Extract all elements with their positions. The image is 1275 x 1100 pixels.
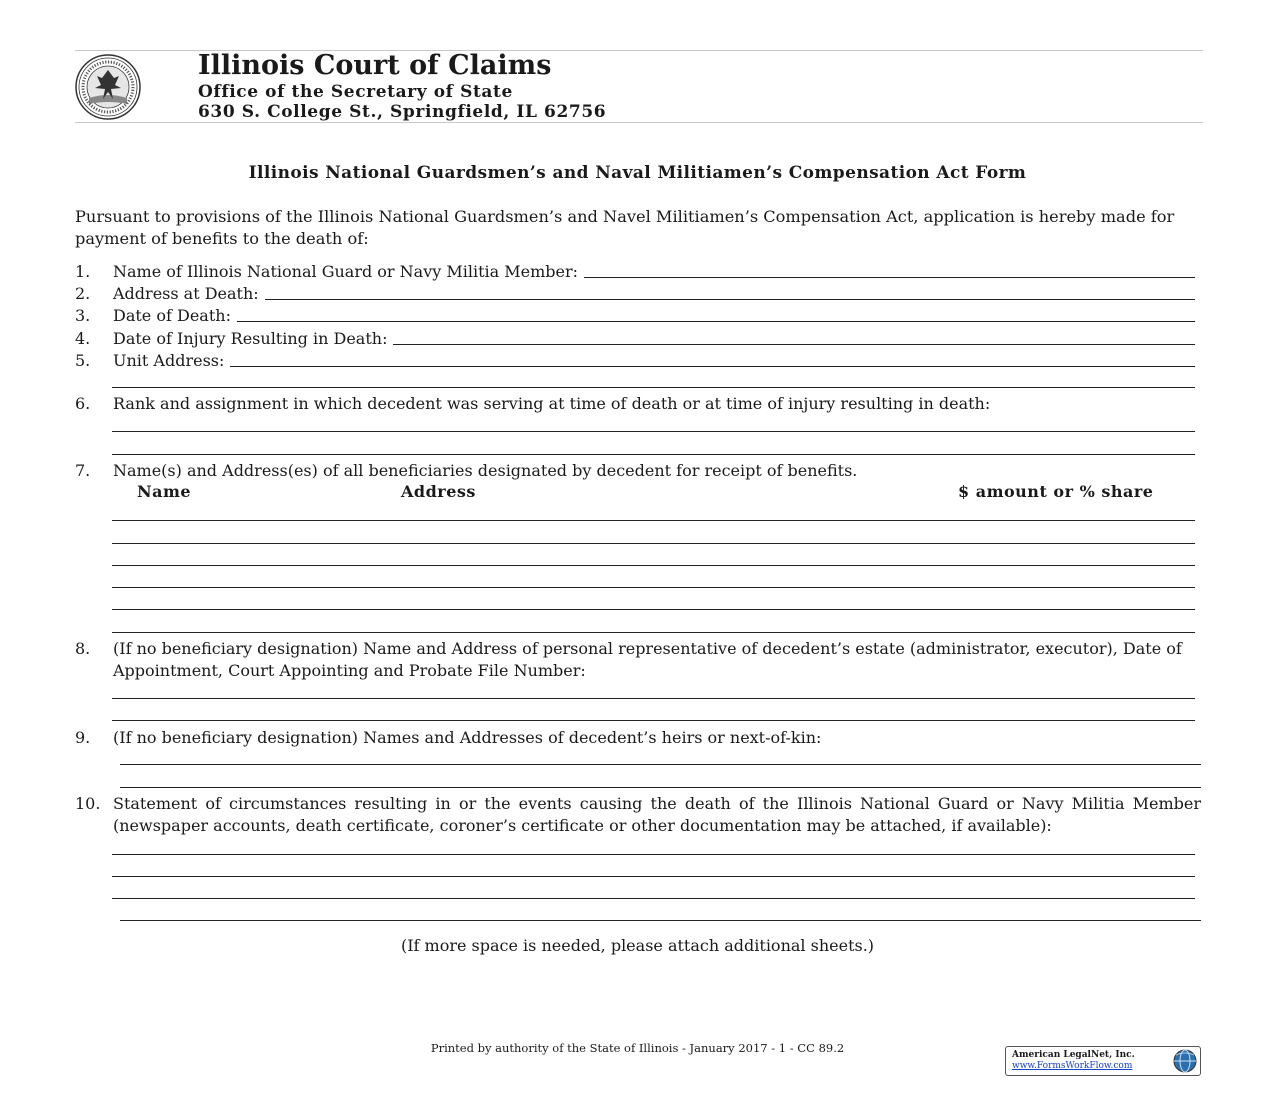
- legalnet-badge[interactable]: [1005, 1046, 1201, 1076]
- beneficiary-line-4[interactable]: [112, 587, 1195, 588]
- statement-line-4[interactable]: [120, 920, 1201, 921]
- more-space-note: (If more space is needed, please attach additional sheets.): [400, 936, 875, 955]
- item-number: 10.: [75, 794, 101, 813]
- beneficiary-share-header: $ amount or % share: [958, 482, 1154, 501]
- rank-assignment-line-2[interactable]: [112, 454, 1195, 455]
- header-block: [198, 50, 606, 122]
- item-number: 7.: [75, 461, 91, 480]
- unit-address-line-2[interactable]: [112, 387, 1195, 388]
- item-number: 6.: [75, 394, 91, 413]
- item-number: 3.: [75, 306, 91, 325]
- beneficiary-line-1[interactable]: [112, 520, 1195, 521]
- badge-company: American LegalNet, Inc.: [1012, 1050, 1135, 1060]
- unit-address-field[interactable]: [230, 366, 1195, 367]
- item-1-row: [75, 259, 1195, 281]
- personal-representative-line-2[interactable]: [112, 720, 1195, 721]
- item-7: [75, 460, 1201, 482]
- item-number: 9.: [75, 728, 91, 747]
- item-number: 1.: [75, 262, 91, 281]
- globe-icon: [1172, 1048, 1198, 1074]
- footer-text: Printed by authority of the State of Illinois - January 2017 - 1 - CC 89.2: [430, 1041, 845, 1055]
- item-label: (If no beneficiary designation) Names and Addresses of decedent’s heirs or next-of-kin:: [113, 728, 822, 747]
- item-label: Rank and assignment in which decedent was serving at time of death or at time of injury resulting in death:: [113, 394, 991, 413]
- statement-line-1[interactable]: [112, 854, 1195, 855]
- item-2-row: [75, 281, 1195, 303]
- item-8-label: (If no beneficiary designation) Name and Address of personal representative of decedent’s estate (administrator, executor), Date of Appointment, Court Appointing and Probate File Number:: [113, 639, 1182, 680]
- intro-paragraph: Pursuant to provisions of the Illinois National Guardsmen’s and Navel Militiamen’s Compensation Act, application is hereby made for payment of benefits to the death of:: [75, 207, 1175, 248]
- office-name: Office of the Secretary of State: [198, 82, 513, 102]
- statement-line-2[interactable]: [112, 876, 1195, 877]
- badge-url-link[interactable]: www.FormsWorkFlow.com: [1012, 1061, 1133, 1071]
- item-label: Address at Death:: [113, 284, 259, 303]
- beneficiary-line-3[interactable]: [112, 565, 1195, 566]
- item-label: Name of Illinois National Guard or Navy Militia Member:: [113, 262, 579, 281]
- heirs-line-2[interactable]: [120, 787, 1201, 788]
- statement-line-3[interactable]: [112, 898, 1195, 899]
- item-number: 2.: [75, 284, 91, 303]
- item-label: Date of Death:: [113, 306, 231, 325]
- item-4-row: [75, 326, 1195, 348]
- item-3-row: [75, 303, 1195, 325]
- beneficiary-address-header: Address: [401, 482, 476, 501]
- item-number: 8.: [75, 639, 91, 658]
- address-at-death-field[interactable]: [265, 299, 1195, 300]
- court-title: Illinois Court of Claims: [198, 50, 552, 81]
- item-number: 4.: [75, 329, 91, 348]
- beneficiary-line-5[interactable]: [112, 609, 1195, 610]
- item-label: Unit Address:: [113, 351, 225, 370]
- item-10-label: Statement of circumstances resulting in or the events causing the death of the Illinois National Guard or Navy Militia Member (newspaper accounts, death certificate, coroner’s certificate or other documentation may be attached, if available):: [113, 794, 1201, 835]
- date-of-injury-field[interactable]: [393, 344, 1195, 345]
- state-seal-icon: [75, 54, 141, 120]
- beneficiary-line-6[interactable]: [112, 632, 1195, 633]
- item-9: [75, 727, 1201, 749]
- personal-representative-line-1[interactable]: [112, 698, 1195, 699]
- item-5-row: [75, 348, 1195, 370]
- date-of-death-field[interactable]: [237, 321, 1195, 322]
- beneficiary-line-2[interactable]: [112, 543, 1195, 544]
- item-6: [75, 393, 1201, 415]
- member-name-field[interactable]: [584, 277, 1195, 278]
- form-title: Illinois National Guardsmen’s and Naval Militiamen’s Compensation Act Form: [248, 163, 1027, 183]
- item-label: Name(s) and Address(es) of all beneficiaries designated by decedent for receipt of benefits.: [113, 461, 858, 480]
- heirs-line-1[interactable]: [120, 764, 1201, 765]
- item-label: Date of Injury Resulting in Death:: [113, 329, 388, 348]
- office-address: 630 S. College St., Springfield, IL 62756: [198, 102, 607, 122]
- item-number: 5.: [75, 351, 91, 370]
- header-bottom-rule: [75, 122, 1203, 123]
- rank-assignment-line-1[interactable]: [112, 431, 1195, 432]
- beneficiary-name-header: Name: [137, 482, 192, 501]
